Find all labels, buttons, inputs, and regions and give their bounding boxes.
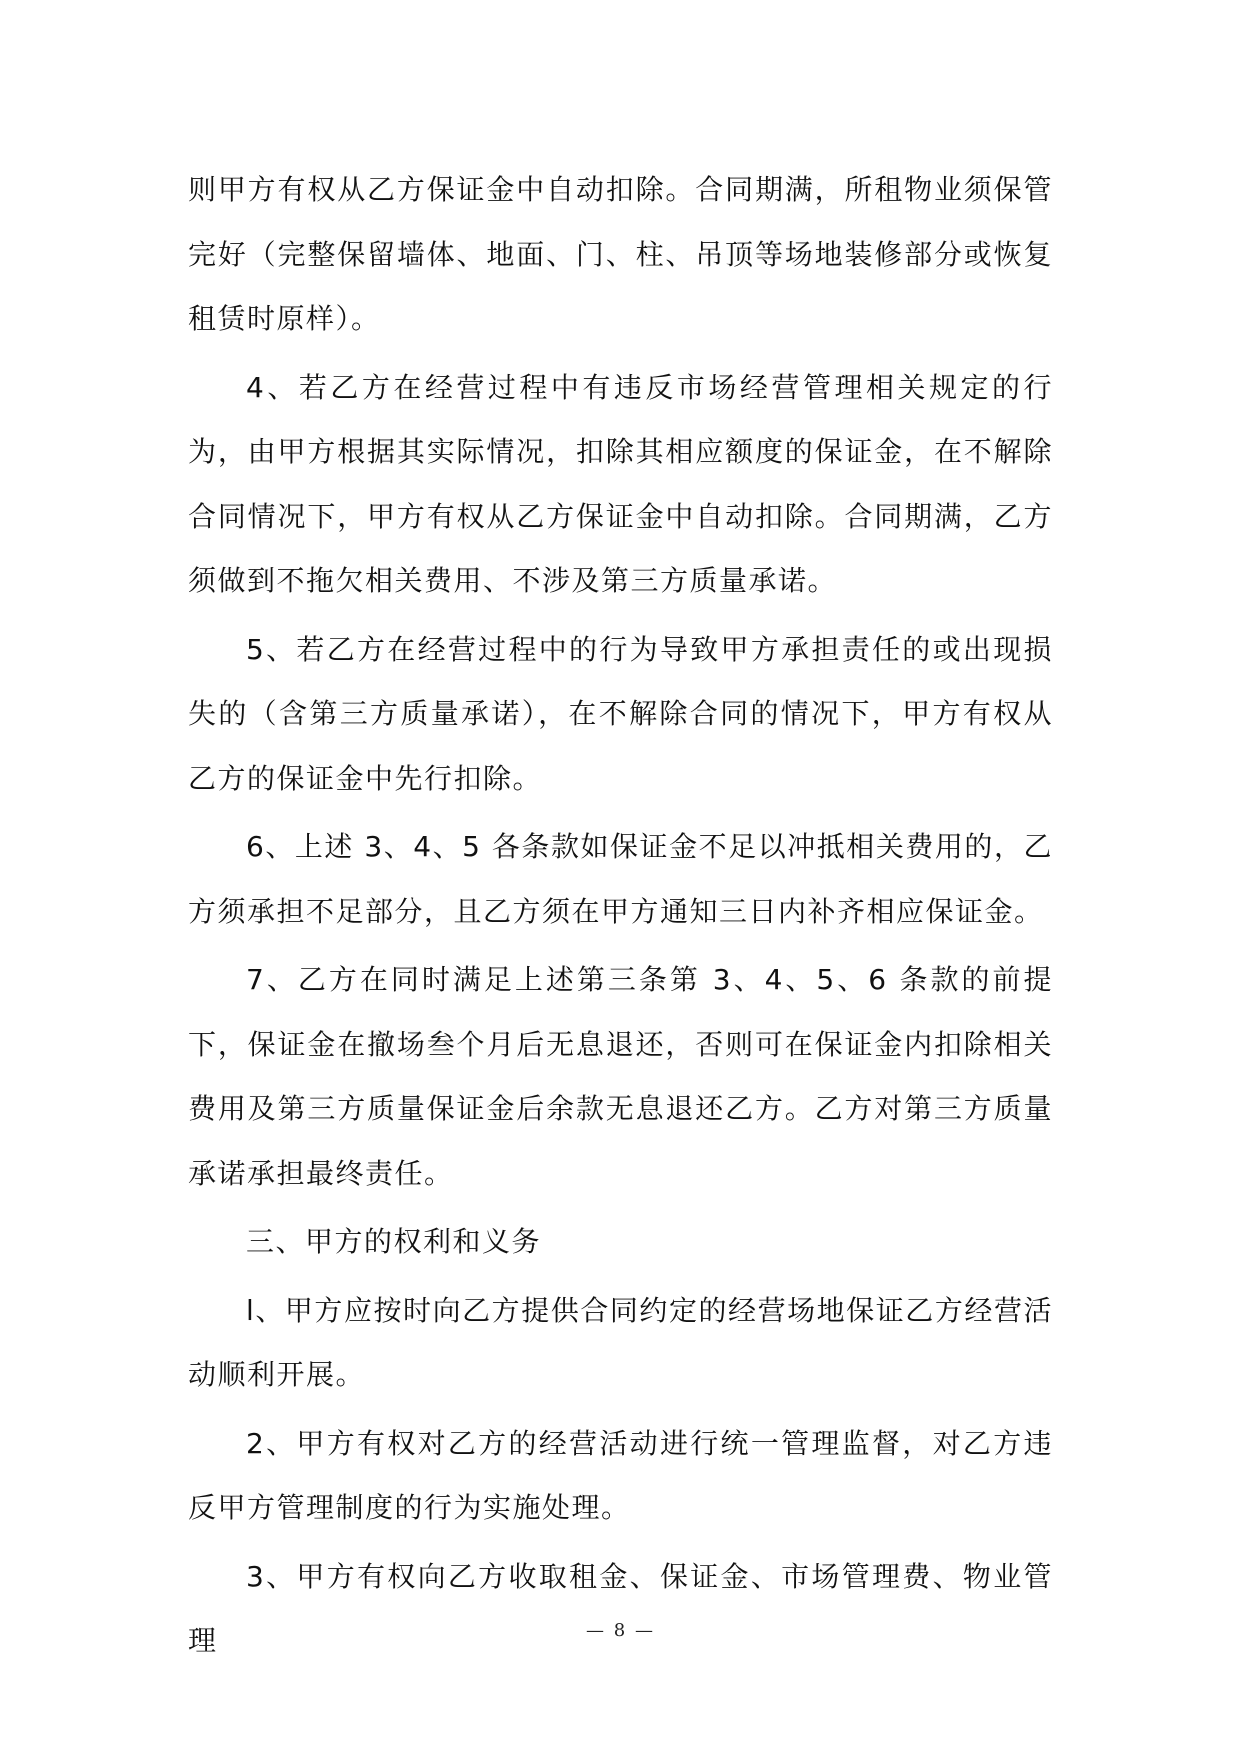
paragraph-clause-4: 4、若乙方在经营过程中有违反市场经营管理相关规定的行为，由甲方根据其实际情况，扣除其相应额度的保证金，在不解除合同情况下，甲方有权从乙方保证金中自动扣除。合同期满，乙方须做到不拖欠相关费用、不涉及第三方质量承诺。 (188, 370, 1053, 597)
paragraph-clause-7: 7、乙方在同时满足上述第三条第 3、4、5、6 条款的前提下，保证金在撤场叁个月后无息退还，否则可在保证金内扣除相关费用及第三方质量保证金后余款无息退还乙方。乙方对第三方质量承诺承担最终责任。 (188, 963, 1053, 1190)
paragraph-party-a-3: 3、甲方有权向乙方收取租金、保证金、市场管理费、物业管理 (188, 1559, 1053, 1657)
page-number: — 8 — (586, 1620, 655, 1641)
section-heading-party-a-rights: 三、甲方的权利和义务 (246, 1225, 542, 1258)
paragraph-continuation: 则甲方有权从乙方保证金中自动扣除。合同期满，所租物业须保管完好（完整保留墙体、地面、门、柱、吊顶等场地装修部分或恢复租赁时原样）。 (188, 173, 1053, 335)
document-body (188, 158, 1053, 1678)
paragraph-clause-5: 5、若乙方在经营过程中的行为导致甲方承担责任的或出现损失的（含第三方质量承诺），在不解除合同的情况下，甲方有权从乙方的保证金中先行扣除。 (188, 632, 1053, 795)
paragraph-party-a-1: l、甲方应按时向乙方提供合同约定的经营场地保证乙方经营活动顺利开展。 (188, 1293, 1053, 1391)
paragraph-clause-6: 6、上述 3、4、5 各条款如保证金不足以冲抵相关费用的，乙方须承担不足部分，且乙方须在甲方通知三日内补齐相应保证金。 (188, 830, 1053, 928)
paragraph-party-a-2: 2、甲方有权对乙方的经营活动进行统一管理监督，对乙方违反甲方管理制度的行为实施处理。 (188, 1426, 1053, 1524)
